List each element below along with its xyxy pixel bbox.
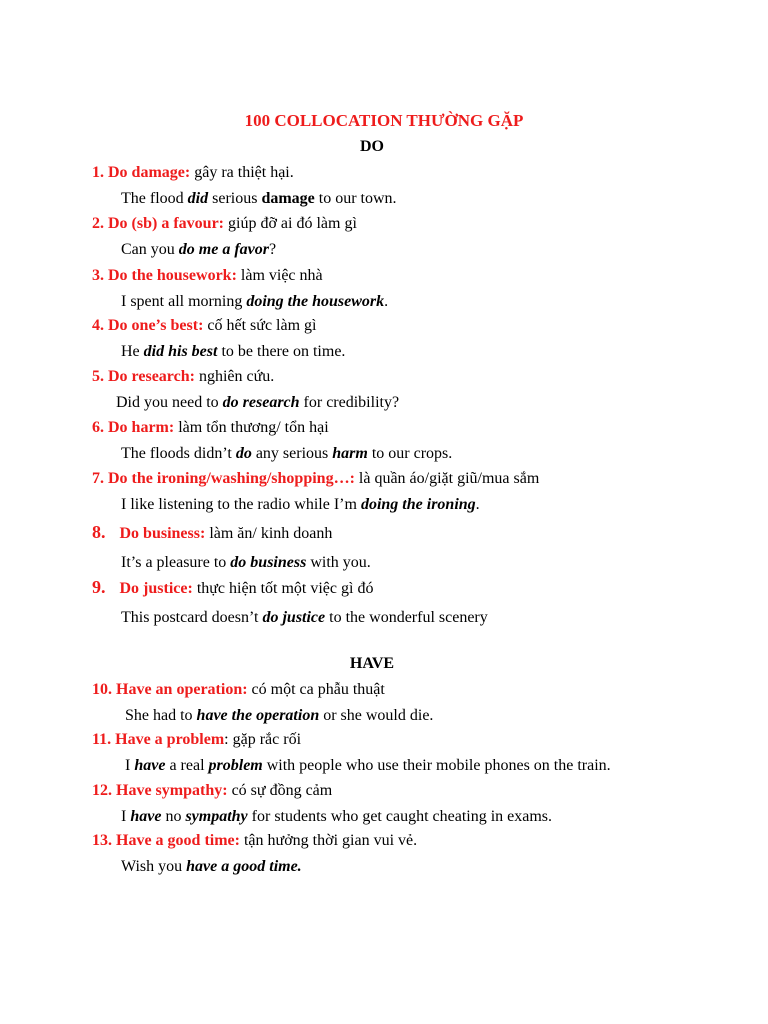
collocation-highlight: have a good time.	[186, 858, 302, 875]
collocation-term: Do business:	[119, 525, 206, 542]
entry-number: 7.	[92, 470, 104, 487]
example-text: to be there on time.	[217, 343, 346, 360]
collocation-term: Have a problem	[115, 731, 225, 748]
collocation-term: Do justice:	[119, 580, 193, 597]
entry-number: 3.	[92, 267, 104, 284]
collocation-entry	[92, 782, 332, 800]
example-text: to our town.	[314, 190, 397, 207]
example-sentence	[121, 445, 452, 463]
collocation-entry	[92, 832, 417, 850]
example-text: a real	[165, 757, 209, 774]
example-sentence	[125, 707, 433, 725]
vietnamese-meaning: có một ca phẫu thuật	[247, 681, 385, 698]
collocation-entry	[92, 522, 332, 543]
example-text: I like listening to the radio while I’m	[121, 496, 361, 513]
collocation-highlight: have	[134, 757, 166, 774]
entry-number: 2.	[92, 215, 104, 232]
example-sentence	[121, 343, 345, 361]
collocation-highlight: sympathy	[185, 808, 248, 825]
example-text: It’s a pleasure to	[121, 554, 231, 571]
collocation-highlight: have the operation	[196, 707, 320, 724]
collocation-highlight: doing the ironing	[360, 496, 476, 513]
collocation-highlight: do business	[230, 554, 307, 571]
vietnamese-meaning: nghiên cứu.	[194, 368, 275, 385]
example-text: This postcard doesn’t	[121, 609, 263, 626]
example-text: any serious	[251, 445, 333, 462]
collocation-term: Do (sb) a favour:	[108, 215, 224, 232]
vietnamese-meaning: có sự đồng cảm	[227, 782, 333, 799]
collocation-term: Have a good time:	[116, 832, 240, 849]
collocation-highlight: did his best	[143, 343, 218, 360]
collocation-entry	[92, 164, 294, 182]
entry-number: 5.	[92, 368, 104, 385]
collocation-entry	[92, 215, 357, 233]
example-text: to our crops.	[367, 445, 453, 462]
example-sentence	[121, 858, 302, 876]
collocation-term: Have an operation:	[116, 681, 248, 698]
section-heading-have: HAVE	[349, 655, 395, 672]
collocation-entry	[92, 317, 317, 335]
collocation-term: Do damage:	[108, 164, 191, 181]
example-text: He	[121, 343, 144, 360]
vietnamese-meaning: giúp đỡ ai đó làm gì	[224, 215, 357, 232]
collocation-highlight: harm	[332, 445, 368, 462]
example-sentence	[116, 394, 399, 412]
entry-number: 9.	[92, 577, 106, 597]
example-text: I	[125, 757, 135, 774]
example-sentence	[121, 190, 397, 208]
collocation-highlight: do justice	[262, 609, 326, 626]
entry-number: 12.	[92, 782, 112, 799]
example-text: serious	[208, 190, 262, 207]
example-text: The flood	[121, 190, 188, 207]
entry-number: 6.	[92, 419, 104, 436]
example-text: to the wonderful scenery	[325, 609, 488, 626]
collocation-highlight: have	[130, 808, 162, 825]
collocation-term: Do the ironing/washing/shopping…:	[108, 470, 355, 487]
collocation-term: Do one’s best:	[108, 317, 204, 334]
example-text: .	[475, 496, 480, 513]
example-sentence	[121, 554, 371, 572]
vietnamese-meaning: làm ăn/ kinh doanh	[205, 525, 333, 542]
entry-number: 10.	[92, 681, 112, 698]
collocation-highlight: damage	[261, 190, 315, 207]
vietnamese-meaning: tận hưởng thời gian vui vẻ.	[239, 832, 418, 849]
vietnamese-meaning: gây ra thiệt hại.	[190, 164, 294, 181]
collocation-highlight: problem	[208, 757, 263, 774]
collocation-highlight: did	[187, 190, 209, 207]
collocation-term: Do research:	[108, 368, 195, 385]
example-sentence	[125, 757, 611, 775]
example-text: Did you need to	[116, 394, 223, 411]
example-text: Wish you	[121, 858, 187, 875]
collocation-entry	[92, 731, 301, 749]
vietnamese-meaning: là quần áo/giặt giũ/mua sắm	[354, 470, 540, 487]
vietnamese-meaning: làm việc nhà	[236, 267, 323, 284]
vietnamese-meaning: : gặp rắc rối	[224, 731, 302, 748]
section-heading-do: DO	[360, 138, 384, 155]
vietnamese-meaning: cố hết sức làm gì	[203, 317, 317, 334]
collocation-entry	[92, 368, 274, 386]
example-sentence	[121, 293, 388, 311]
example-text: or she would die.	[319, 707, 434, 724]
document-title: 100 COLLOCATION THƯỜNG GẶP	[244, 111, 524, 130]
example-sentence	[121, 808, 552, 826]
example-text: I spent all morning	[121, 293, 247, 310]
collocation-highlight: doing the housework	[246, 293, 385, 310]
example-text: Can you	[121, 241, 179, 258]
example-text: The floods didn’t	[121, 445, 236, 462]
entry-number: 11.	[92, 731, 112, 748]
collocation-entry	[92, 681, 385, 699]
example-text: no	[161, 808, 186, 825]
example-text: for students who get caught cheating in exams.	[247, 808, 553, 825]
entry-number: 4.	[92, 317, 104, 334]
example-text: She had to	[125, 707, 197, 724]
collocation-entry	[92, 267, 323, 285]
collocation-entry	[92, 577, 373, 598]
example-sentence	[121, 496, 480, 514]
example-text: with people who use their mobile phones on the train.	[262, 757, 611, 774]
collocation-highlight: do	[235, 445, 252, 462]
collocation-entry	[92, 470, 539, 488]
example-sentence	[121, 241, 276, 259]
collocation-term: Have sympathy:	[116, 782, 228, 799]
example-text: .	[384, 293, 389, 310]
entry-number: 8.	[92, 522, 106, 542]
collocation-highlight: do research	[222, 394, 300, 411]
vietnamese-meaning: làm tổn thương/ tổn hại	[174, 419, 329, 436]
collocation-term: Do harm:	[108, 419, 175, 436]
example-text: for credibility?	[299, 394, 400, 411]
example-text: with you.	[306, 554, 371, 571]
example-text: I	[121, 808, 131, 825]
entry-number: 1.	[92, 164, 104, 181]
collocation-highlight: do me a favor	[178, 241, 269, 258]
example-sentence	[121, 609, 488, 627]
entry-number: 13.	[92, 832, 112, 849]
collocation-entry	[92, 419, 329, 437]
example-text: ?	[268, 241, 277, 258]
collocation-term: Do the housework:	[108, 267, 237, 284]
vietnamese-meaning: thực hiện tốt một việc gì đó	[192, 580, 374, 597]
